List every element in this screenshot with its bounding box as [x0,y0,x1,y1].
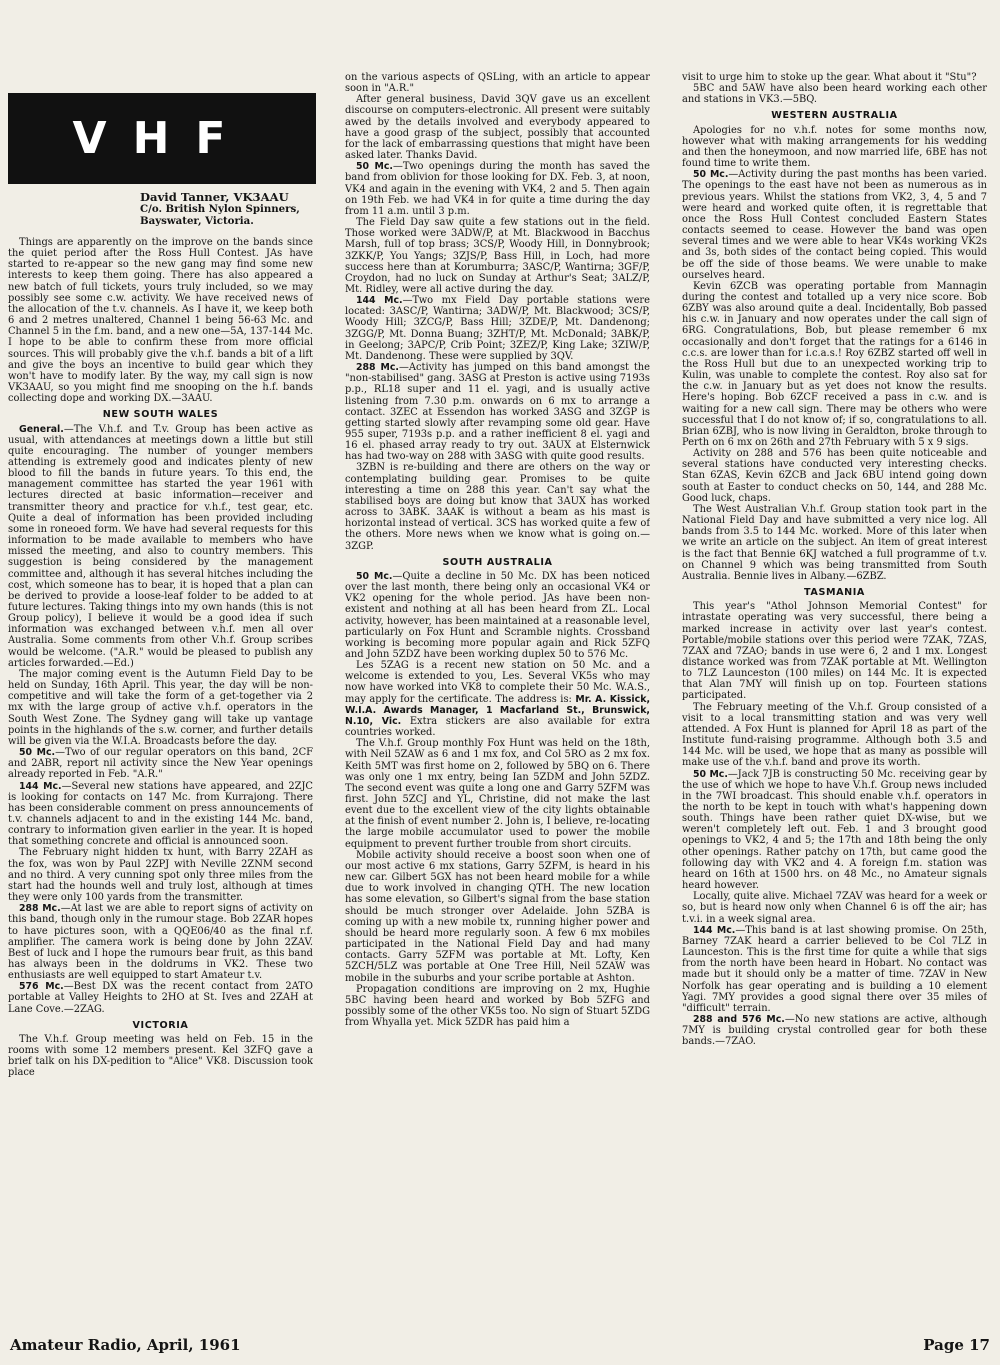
sa-les-text: Les 5ZAG is a recent new station on 50 Mc. and a welcome is extended to you, Les. Several VK5s who may now have worked into VK8 to complete their 50 Mc. W.A.S., may apply for the certificate. The address is: [345,660,650,705]
nsw-288mc-paragraph [8,903,313,981]
vic-meeting-paragraph: The V.h.f. Group meeting was held on Feb. 15 in the rooms with some 12 members present. Kel 3ZFQ gave a brief talk on his DX-pedition to "Alice" VK8. Discussion took place [8,1033,313,1079]
nsw-288mc-lead: 288 Mc. [19,903,61,915]
nsw-general-paragraph [8,424,313,669]
nsw-50mc-lead: 50 Mc. [19,747,56,759]
nsw-144mc-paragraph [8,781,313,848]
tas-50mc-paragraph [682,769,987,892]
tas-144mc-paragraph [682,925,987,1014]
nsw-576mc-lead: 576 Mc. [19,981,64,993]
wa-50mc-lead: 50 Mc. [693,169,729,181]
nsw-hunt-paragraph: The February night hidden tx hunt, with Barry 2ZAH as the fox, was won by Paul 2ZPJ with Neville 2ZNM second and no third. A very cunning spot only three miles from the start had the hounds well and truly lost, although at times they were only 100 yards from the transmitter. [8,847,313,904]
footer-page-number: Page 17 [923,1336,990,1354]
wa-kevin-paragraph: Kevin 6ZCB was operating portable from Mannagin during the contest and totalled up a very nice score. Bob 6ZBY was also around quite a deal. Incidentally, Bob passed his c.w. in January and now operates under the call sign of 6RG. Congratulations, Bob, but please remember 6 mx occasionally and don't forget that the ratings for a 6146 in c.c.s. are lower than for i.c.a.s.! Roy 6ZBZ started off well in the Ross Hull but due to an unexpected working trip to Kulin, was unable to complete the contest. Roy also sat for the c.w. in January but as yet does not know the results. Here's hoping. Bob 6ZCF received a pass in c.w. and is waiting for a new call sign. There may be others who were successful that I do not know of; if so, congratulations to all. Brian 6ZBJ, who is now living in Geraldton, broke through to Perth on 6 mx on 26th and 27th February with 5 x 9 sigs. [682,280,987,448]
tas-locally-paragraph: Locally, quite alive. Michael 7ZAV was heard for a week or so, but is heard now only when Channel 6 is off the air; has t.v.i. in a week signal area. [682,891,987,925]
sa-mobile-paragraph: Mobile activity should receive a boost soon when one of our most active 6 mx stations, Garry 5ZFM, is heard in his new car. Gilbert 5GX has not been heard mobile for a while due to work involved in changing QTH. The new location has some elevation, so Gilbert's signal from the base station should be much stronger over Adelaide. John 5ZBA is coming up with a new mobile tx, running higher power and should be heard more regularly soon. A few 6 mx mobiles participated in the National Field Day and had many contacts. Garry 5ZFM was portable at Mt. Lofty, Ken 5ZCH/5LZ was portable at One Tree Hill, Neil 5ZAW was mobile in the suburbs and your scribe portable at Ashton. [345,849,650,984]
nsw-576mc-paragraph [8,981,313,1014]
footer-publication: Amateur Radio, April, 1961 [10,1336,241,1354]
heading-western-australia: WESTERN AUSTRALIA [771,110,898,122]
nsw-50mc-text: —Two of our regular operators on this band, 2CF and 2ABR, report nil activity since the New Year openings already reported in Feb. "A.R." [8,747,313,781]
vic-50mc-paragraph [345,161,650,217]
wa-50mc-text: —Activity during the past months has been varied. The openings to the east have not been as numerous as in previous years. Whilst the stations from VK2, 3, 4, 5 and 7 were heard and worked quite often, it is regrettable that once the Ross Hull Contest concluded Eastern States contacts seemed to cease. However the band was open several times and we were able to hear VK4s working VK2s and 3s, both sides of the contact being copied. This would be off the side of those beams. We were unable to make ourselves heard. [682,169,987,281]
nsw-50mc-paragraph [8,747,313,780]
vic-144mc-text: —Two mx Field Day portable stations were located: 3ASC/P, Wantirna; 3ADW/P, Mt. Blackwood; 3CS/P, Woody Hill; 3ZCG/P, Bass Hill; 3ZDE/P, Mt. Dandenong; 3ZGG/P, Mt. Donna Buang; 3ZHT/P, Mt. McDonald; 3ABK/P, in Geelong; 3APC/P, Crib Point; 3ZEZ/P, King Lake; 3ZIW/P, Mt. Dandenong. These were supplied by 3QV. [345,295,650,362]
sa-les-end: Extra stickers are also available for extra countries worked. [345,715,650,739]
wa-apology-paragraph: Apologies for no v.h.f. notes for some months now, however what with making arrangements for his wedding and then the honeymoon, and now married life, 6BE has not found time to write them. [682,124,987,170]
tas-144mc-text: —This band is at last showing promise. On 25th, Barney 7ZAK heard a carrier believed to be Col 7LZ in Launceston. This is the first time for quite a while that sigs from the north have been heard in Hobart. No contact was made but it should only be a matter of time. 7ZAV in New Norfolk has gear operating and is building a 10 element Yagi. 7MY provides a good signal there over 35 miles of "difficult" terrain. [682,924,987,1014]
intro-paragraph: Things are apparently on the improve on the bands since the quiet period after the Ross Hull Contest. JAs have started to re-appear so the new gang may find some new interests to keep them going. There has also appeared a new batch of full tickets, yours truly included, so we may possibly see some c.w. activity. We have received news of the allocation of the t.v. channels. As I have it, we keep both 6 and 2 metres unaltered, Channel 1 being 56-63 Mc. and Channel 5 in the f.m. band, and a new one—5A, 137-144 Mc. I hope to be able to confirm these from more official sources. This will probably give the v.h.f. bands a bit of a lift and give the boys an incentive to build gear which they won't have to modify later. By the way, my call sign is now VK3AAU, so you might find me snooping on the h.f. bands collecting dope and working DX.—3AAU. [8,237,313,405]
column-1 [8,93,313,1334]
tas-meeting-paragraph: The February meeting of the V.h.f. Group consisted of a visit to a local transmitting station and was very well attended. A Fox Hunt is planned for April 18 as part of the Institute fund-raising programme. Although both 3.5 and 144 Mc. will be used, we hope that as many as possible will make use of the v.h.f. band and prove its worth. [682,701,987,769]
vic-288mc-paragraph [345,362,650,462]
tas-50mc-lead: 50 Mc. [693,768,728,780]
tas-288mc-paragraph [682,1014,987,1047]
author-address-line-2: Bayswater, Victoria. [140,215,254,227]
vic-50mc-lead: 50 Mc. [356,161,393,173]
sa-50mc-lead: 50 Mc. [356,570,393,582]
vic-general-business-paragraph: After general business, David 3QV gave us an excellent discourse on computers-electronic. All present were suitably awed by the details involved and everybody appeared to have a good grasp of the subject, possibly that accounted for the lack of embarrassing questions that might have been asked later. Thanks David. [345,94,650,162]
author-name: David Tanner, VK3AAU [140,190,289,204]
tas-50mc-text: —Jack 7JB is constructing 50 Mc. receiving gear by the use of which we hope to have V.h.f. Group news included in the 7WI broadcast. This should enable v.h.f. operators in the north to be kept in touch with what's happening down south. Things have been rather quiet DX-wise, but we weren't completely left out. Feb. 1 and 3 brought good openings to VK2, 4 and 5; the 17th and 18th being the only other openings. Rather patchy on 17th, but came good the following day with VK2 and 4. A foreign f.m. station was heard on 16th at 1500 hrs. on 48 Mc., no Amateur signals heard however. [682,768,987,892]
vic-144mc-paragraph [345,295,650,362]
nsw-general-lead: General. [19,423,64,435]
nsw-general-text: —The V.h.f. and T.v. Group has been active as usual, with attendances at meetings down a little but still quite encouraging. The number of younger members attending is extremely good and indicates plenty of new blood to fill the bands in future years. To this end, the management committee has started the year 1961 with lectures directed at basic information—receiver and transmitter theory and practice for v.h.f., test gear, etc. Quite a deal of information has been provided including some in roneoed form. We have had several requests for this information to be made available to members who have missed the meeting, and also to country members. This suggestion is being considered by the management committee and, although it has several hitches including the cost, which someone has to bear, it is hoped that a plan can be derived to provide a loose-leaf folder to be added to at future lectures. Taking things into my own hands (this is not Group policy), I believe it would be a good idea if such information was exchanged between v.h.f. men all over Australia. Some comments from other V.h.f. Group scribes would be welcome. ("A.R." would be pleased to publish any articles forwarded.—Ed.) [8,423,313,669]
author-block [140,191,313,227]
sa-foxhunt-paragraph: The V.h.f. Group monthly Fox Hunt was held on the 18th, with Neil 5ZAW as 6 and 1 mx fox, and Col 5RO as 2 mx fox. Keith 5MT was first home on 2, followed by 5BQ on 6. There was only one 1 mx entry, being Ian 5ZDM and John 5ZDZ. The second event was quite a long one and Garry 5ZFM was first. John 5ZCJ and YL, Christine, did not make the last event due to the excellent view of the city lights obtainable at the finish of event number 2. John is, I believe, re-locating the large mobile accumulator used to power the mobile equipment to prevent further trouble from short circuits. [345,738,650,850]
tas-288mc-text: —No new stations are active, although 7MY is building crystal controlled gear for both these bands.—7ZAO. [682,1013,987,1048]
sa-50mc-paragraph [345,571,650,660]
heading-new-south-wales: NEW SOUTH WALES [102,409,219,421]
wa-50mc-paragraph [682,169,987,281]
vic-288mc-lead: 288 Mc. [356,362,399,374]
vic-50mc-text: —Two openings during the month has saved the band from oblivion for those looking for DX. Feb. 3, at noon, VK4 and again in the evening with VK4, 2 and 5. Then again on 19th Feb. we had VK4 in for quite a time during the day from 11 a.m. until 3 p.m. [345,161,650,217]
heading-tasmania: TASMANIA [804,587,865,599]
page-footer [10,1336,990,1358]
vic-144mc-lead: 144 Mc. [356,295,403,307]
nsw-144mc-lead: 144 Mc. [19,780,62,792]
tas-contest-paragraph: This year's "Athol Johnson Memorial Contest" for intrastate operating was very successful, there being a marked increase in activity over last year's contest. Portable/mobile stations over this period were 7ZAK, 7ZAS, 7ZAX and 7ZAO; bands in use were 6, 2 and 1 mx. Longest distance worked was from 7ZAK portable at Mt. Wellington to 7LZ Launceston (100 miles) on 144 Mc. It is expected that Alan 7MY will finish up on top. Fourteen stations participated. [682,601,987,702]
sa-awards-address: Mr. A. Kissick, W.I.A. Awards Manager, 1 Macfarland St., Brunswick, N.10, Vic. [345,693,650,727]
section-banner: VHF [8,93,316,184]
vic-field-day-paragraph: The Field Day saw quite a few stations out in the field. Those worked were 3ADW/P, at Mt. Blackwood in Bacchus Marsh, full of top brass; 3CS/P, Woody Hill, in Donnybrook; 3ZKK/P, You Yangs; 3ZJS/P, Bass Hill, in Loch, had more success here than at Korumburra; 3ASC/P, Wantirna; 3GF/P, Croydon, had no luck on Sunday at Arthur's Seat; 3ALZ/P, Mt. Ridley, were all active during the day. [345,217,650,295]
sa-propagation-paragraph: Propagation conditions are improving on 2 mx, Hughie 5BC having been heard and worked by Bob 5ZFG and possibly some of the other VK5s too. No sign of Stuart 5ZDG from Whyalla yet. Mick 5ZDR has paid him a [345,983,650,1029]
sa-les-paragraph [345,660,650,738]
author-address-line-1: C/o. British Nylon Spinners, [140,203,300,215]
nsw-576mc-text: —Best DX was the recent contact from 2ATO portable at Valley Heights to 2HO at St. Ives and 2ZAH at Lane Cove.—2ZAG. [8,981,313,1015]
tas-288mc-lead: 288 and 576 Mc. [693,1013,785,1025]
nsw-288mc-text: —At last we are able to report signs of activity on this band, though only in the rumour stage. Bob 2ZAR hopes to have pictures soon, with a QQE06/40 as the final r.f. amplifier. The camera work is being done by John 2ZAV. Best of luck and I hope the rumours bear fruit, as this band has always been in the doldrums in VK2. These two enthusiasts are well equipped to start Amateur t.v. [8,903,313,982]
nsw-field-day-paragraph: The major coming event is the Autumn Field Day to be held on Sunday, 16th April. This year, the day will be non-competitive and will take the form of a get-together via 2 mx with the large group of active v.h.f. operators in the South West Zone. The Sydney gang will take up vantage points in the highlands of the s.w. corner, and further details will be given via the W.I.A. Broadcasts before the day. [8,668,313,747]
vic-288mc-text: —Activity has jumped on this band amongst the "non-stabilised" gang. 3ASG at Preston is active using 7193s p.p., RL18 super and 11 el. yagi, and is usually active listening from 7.30 p.m. onwards on 6 mx to arrange a contact. 3ZEC at Essendon has worked 3ASG and 3ZGP is getting started slowly after revamping some old gear. Have 955 super, 7193s p.p. and a rather inefficient 8 el. yagi and 16 el. phased array ready to try out. 3AUX at Elsternwick has had two-way on 288 with 3ASG with quite good results. [345,362,650,463]
nsw-144mc-text: —Several new stations have appeared, and 2ZJC is looking for contacts on 147 Mc. from Kurrajong. There has been considerable comment on press announcements of t.v. channels adjacent to and in the existing 144 Mc. band, contrary to information given earlier in the year. It is hoped that something concrete and official is announced soon. [8,780,313,848]
sa-continued-paragraph: visit to urge him to stoke up the gear. What about it "Stu"? [682,72,977,83]
column-3 [682,72,987,1334]
sa-5bc-paragraph: 5BC and 5AW have also been heard working each other and stations in VK3.—5BQ. [682,83,987,106]
heading-victoria: VICTORIA [132,1019,189,1031]
sa-50mc-text: —Quite a decline in 50 Mc. DX has been noticed over the last month, there being only an occasional VK4 or VK2 opening for the whole period. JAs have been non-existent and nothing at all has been heard from ZL. Local activity, however, has been maintained at a reasonable level, particularly on Fox Hunt and Scramble nights. Crossband working is becoming more popular again and Rick 5ZFQ and John 5ZDZ have been working duplex 50 to 576 Mc. [345,570,650,660]
wa-group-paragraph: The West Australian V.h.f. Group station took part in the National Field Day and have submitted a very nice log. All bands from 3.5 to 144 Mc. worked. More of this later when we write an article on the subject. An item of great interest is the fact that Bennie 6KJ watched a full programme of t.v. on Channel 9 which was being transmitted from South Australia. Bennie lives in Albany.—6ZBZ. [682,503,987,582]
vic-continued-paragraph: on the various aspects of QSLing, with an article to appear soon in "A.R." [345,72,650,95]
tas-144mc-lead: 144 Mc. [693,924,736,936]
banner-spacer [8,93,313,191]
column-2 [345,72,650,1334]
vic-3zbn-paragraph: 3ZBN is re-building and there are others on the way or contemplating building gear. Promises to be quite interesting a time on 288 this year. Can't say what the stabilised boys are doing but know that 3AUX has worked across to 3ABK. 3AAK is without a beam as his mast is horizontal instead of vertical. 3CS has worked quite a few of the others. More news when we know what is going on.—3ZGP. [345,462,650,552]
heading-south-australia: SOUTH AUSTRALIA [442,556,553,568]
wa-activity-paragraph: Activity on 288 and 576 has been quite noticeable and several stations have conducted very interesting checks. Stan 6ZAS, Kevin 6ZCB and Jack 6BU intend going down south at Easter to conduct checks on 50, 144, and 288 Mc. Good luck, chaps. [682,448,987,504]
